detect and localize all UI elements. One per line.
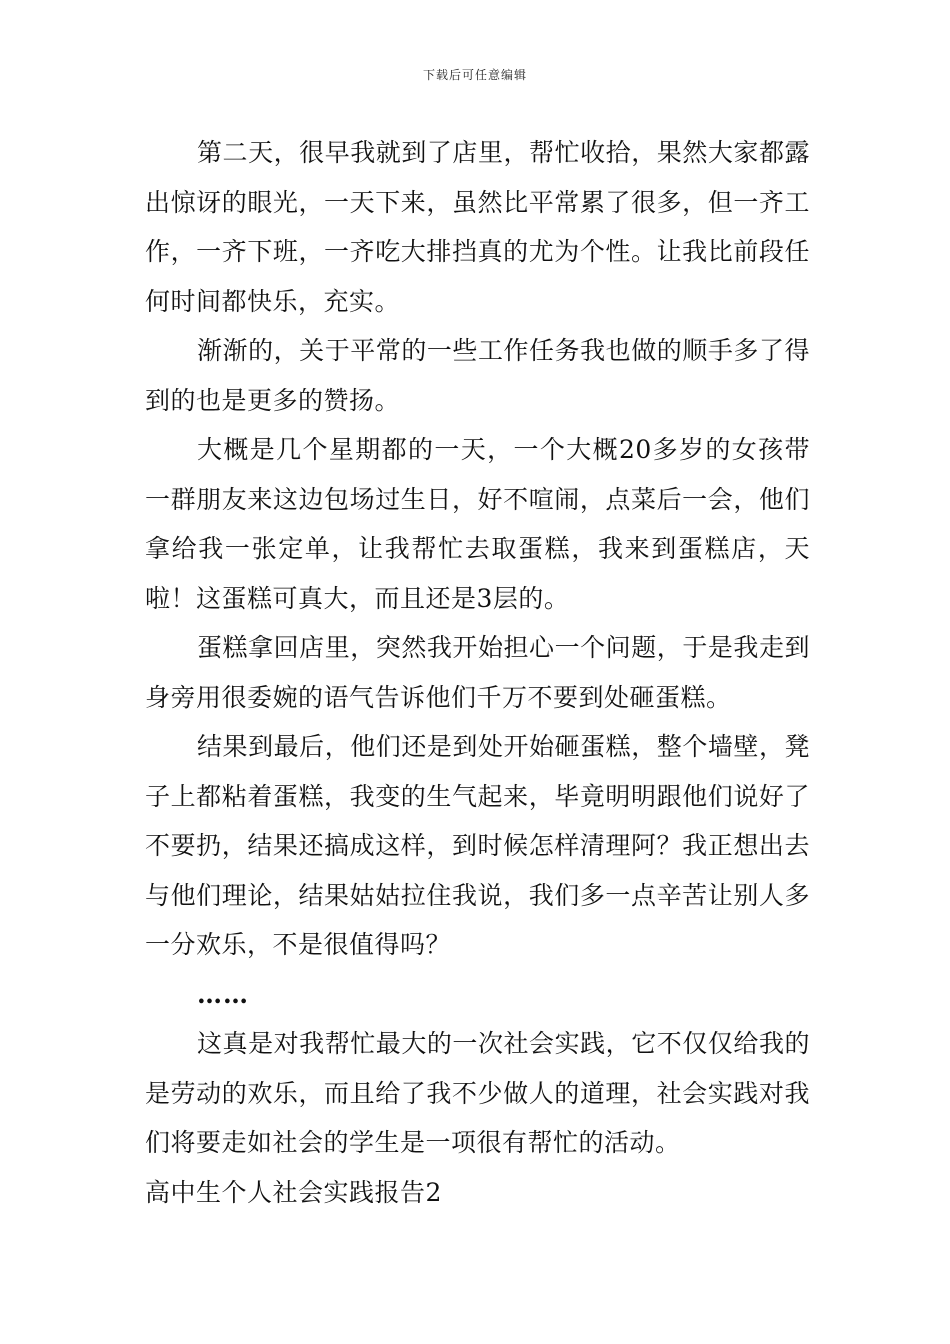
paragraph: 第二天，很早我就到了店里，帮忙收拾，果然大家都露出惊讶的眼光，一天下来，虽然比平常累了很多，但一齐工作，一齐下班，一齐吃大排挡真的尤为个性。让我比前段任何时间都快乐，充实。 [145, 138, 810, 316]
ellipsis-paragraph: …… [197, 979, 249, 1009]
paragraph: 这真是对我帮忙最大的一次社会实践，它不仅仅给我的是劳动的欢乐，而且给了我不少做人的道理，社会实践对我们将要走如社会的学生是一项很有帮忙的活动。 [145, 1029, 810, 1157]
document-body [145, 128, 810, 1217]
paragraph: 渐渐的，关于平常的一些工作任务我也做的顺手多了得到的也是更多的赞扬。 [145, 336, 810, 415]
header-note: 下载后可任意编辑 [422, 68, 527, 82]
section-heading: 高中生个人社会实践报告2 [145, 1177, 442, 1207]
paragraph: 蛋糕拿回店里，突然我开始担心一个问题，于是我走到身旁用很委婉的语气告诉他们千万不要到处砸蛋糕。 [145, 633, 810, 712]
paragraph: 结果到最后，他们还是到处开始砸蛋糕，整个墙壁，凳子上都粘着蛋糕，我变的生气起来，毕竟明明跟他们说好了不要扔，结果还搞成这样，到时候怎样清理阿？我正想出去与他们理论，结果姑姑拉住我说，我们多一点辛苦让别人多一分欢乐，不是很值得吗？ [145, 732, 810, 959]
paragraph: 大概是几个星期都的一天，一个大概20多岁的女孩带一群朋友来这边包场过生日，好不喧闹，点菜后一会，他们拿给我一张定单，让我帮忙去取蛋糕，我来到蛋糕店，天啦！这蛋糕可真大，而且还是3层的。 [145, 435, 810, 613]
